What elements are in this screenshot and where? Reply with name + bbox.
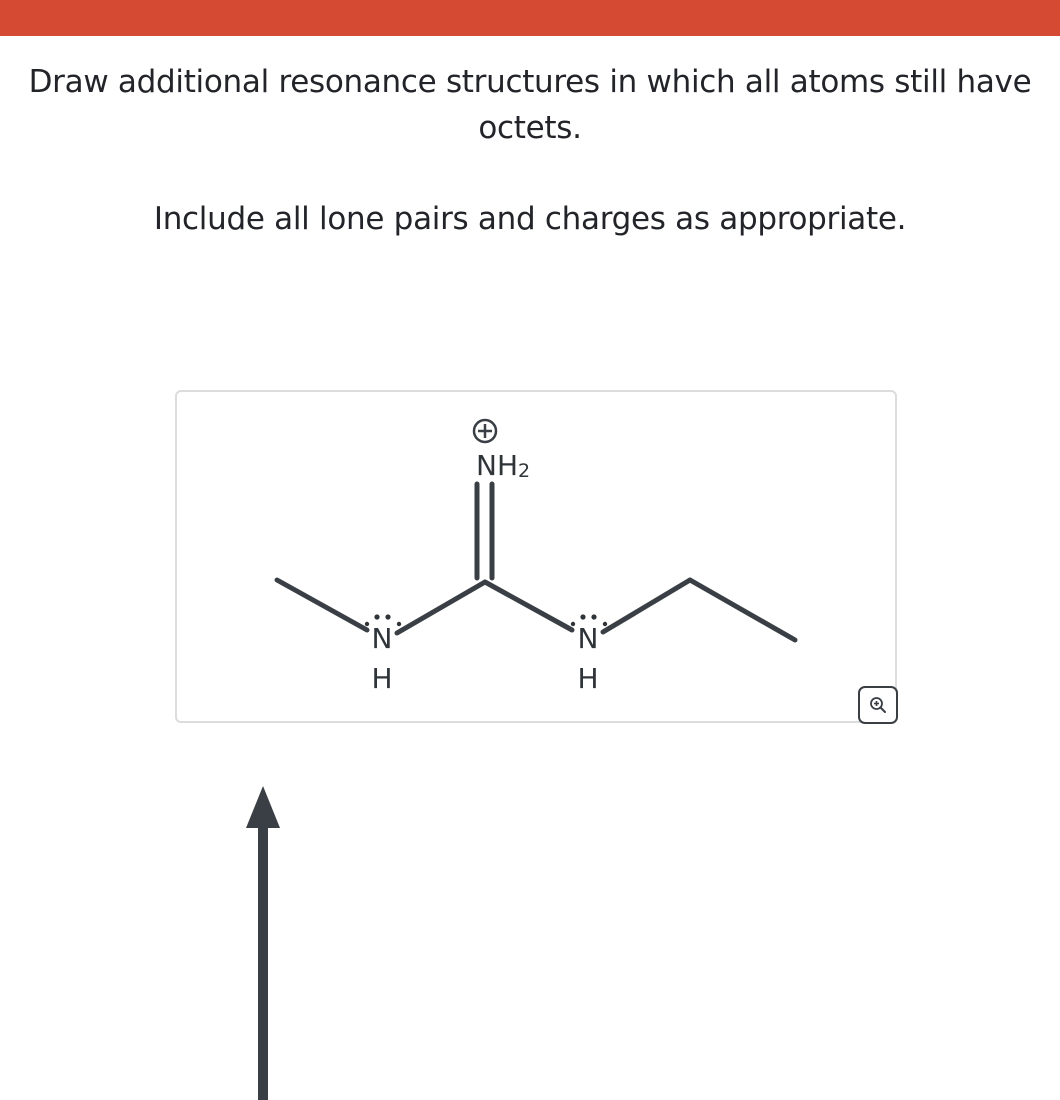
- right-nitrogen-label: N: [577, 622, 599, 655]
- left-lone-pair: [374, 614, 390, 619]
- left-hydrogen-label: H: [371, 662, 393, 695]
- right-n-ch2-bond: [603, 580, 690, 632]
- zoom-in-icon: [868, 695, 888, 715]
- right-lone-pair: [580, 614, 596, 619]
- ethyl-bond: [690, 580, 795, 640]
- c-right-n-bond: [485, 582, 572, 630]
- right-hydrogen-label: H: [577, 662, 599, 695]
- zoom-in-button[interactable]: [858, 686, 898, 724]
- methyl-bond: [277, 580, 367, 630]
- resonance-arrow-icon[interactable]: [240, 780, 290, 1100]
- left-nitrogen-label: N: [371, 622, 393, 655]
- positive-charge: [474, 420, 496, 442]
- left-n-c-bond: [397, 582, 485, 633]
- instruction-text: Draw additional resonance structures in which all atoms still have octets.: [28, 64, 1032, 146]
- nh2-label: NH2: [476, 449, 531, 482]
- instruction-subtext: Include all lone pairs and charges as appropriate.: [153, 201, 907, 237]
